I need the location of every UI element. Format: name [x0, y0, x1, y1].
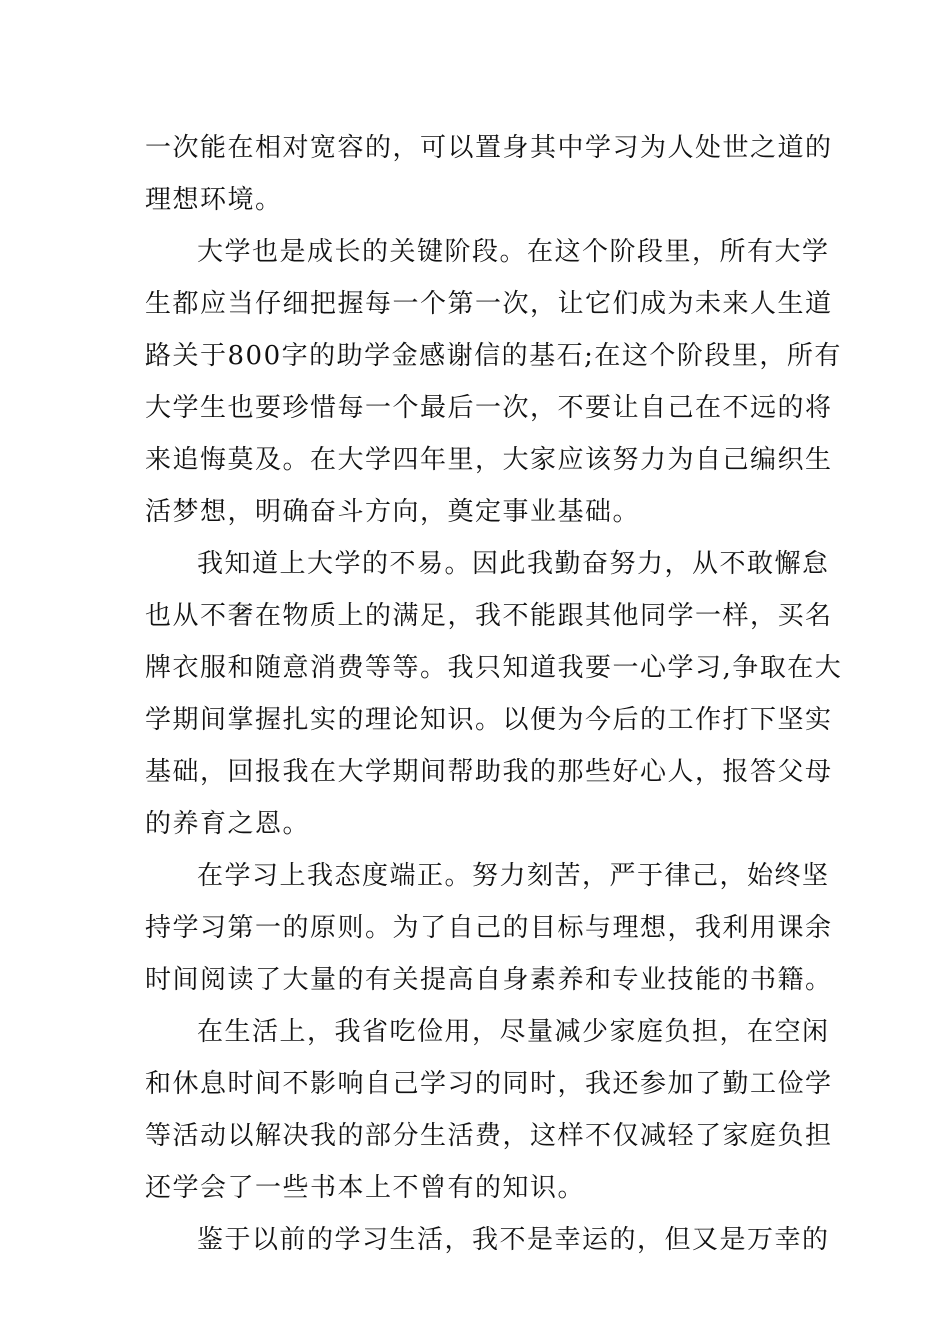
- text-line: 时间阅读了大量的有关提高自身素养和专业技能的书籍。: [145, 965, 833, 995]
- text-line: 等活动以解决我的部分生活费，这样不仅减轻了家庭负担: [145, 1121, 833, 1151]
- text-line: 也从不奢在物质上的满足，我不能跟其他同学一样，买名: [145, 601, 833, 631]
- paragraph-start-line: 在学习上我态度端正。努力刻苦，严于律己，始终坚: [197, 861, 830, 891]
- paragraph-start-line: 在生活上，我省吃俭用，尽量减少家庭负担，在空闲: [197, 1017, 830, 1047]
- paragraph-start-line: 鉴于以前的学习生活，我不是幸运的，但又是万幸的: [197, 1225, 830, 1255]
- text-line: 大学生也要珍惜每一个最后一次，不要让自己在不远的将: [145, 393, 833, 423]
- text-line: 活梦想，明确奋斗方向，奠定事业基础。: [145, 497, 641, 527]
- text-line: 持学习第一的原则。为了自己的目标与理想，我利用课余: [145, 913, 833, 943]
- text-line: 一次能在相对宽容的，可以置身其中学习为人处世之道的: [145, 133, 833, 163]
- paragraph-start-line: 我知道上大学的不易。因此我勤奋努力，从不敢懈怠: [197, 549, 830, 579]
- paragraph-start-line: 大学也是成长的关键阶段。在这个阶段里，所有大学: [197, 237, 830, 267]
- text-line: 还学会了一些书本上不曾有的知识。: [145, 1173, 586, 1203]
- text-line: 的养育之恩。: [145, 809, 311, 839]
- text-line: 生都应当仔细把握每一个第一次，让它们成为未来人生道: [145, 289, 833, 319]
- text-line: 路关于800字的助学金感谢信的基石;在这个阶段里，所有: [145, 341, 842, 371]
- text-line: 牌衣服和随意消费等等。我只知道我要一心学习,争取在大: [145, 653, 843, 683]
- text-line: 学期间掌握扎实的理论知识。以便为今后的工作打下坚实: [145, 705, 833, 735]
- text-line: 来追悔莫及。在大学四年里，大家应该努力为自己编织生: [145, 445, 833, 475]
- text-line: 理想环境。: [145, 185, 283, 215]
- body-text: [145, 122, 843, 1266]
- text-line: 和休息时间不影响自己学习的同时，我还参加了勤工俭学: [145, 1069, 833, 1099]
- text-line: 基础，回报我在大学期间帮助我的那些好心人，报答父母: [145, 757, 833, 787]
